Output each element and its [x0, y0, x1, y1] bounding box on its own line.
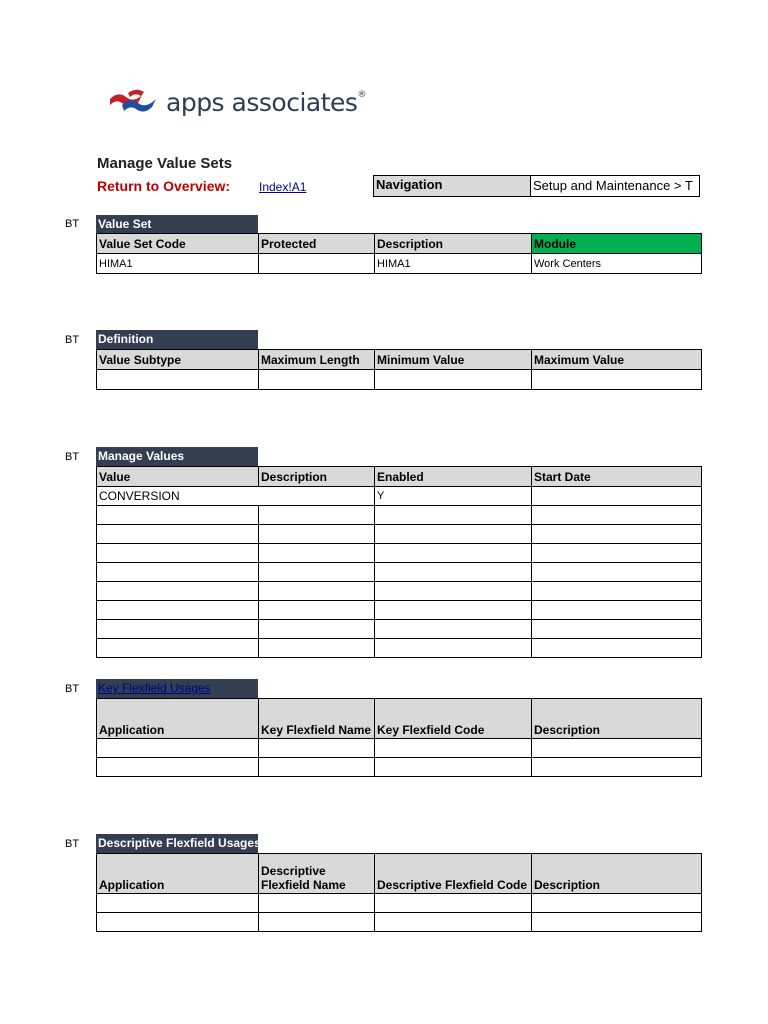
- return-label: Return to Overview:: [97, 178, 231, 194]
- table-cell[interactable]: [97, 506, 259, 525]
- table-cell[interactable]: [97, 758, 259, 777]
- definition-table: [96, 349, 702, 390]
- table-cell[interactable]: [532, 487, 702, 506]
- column-header: Descriptive Flexfield Name: [259, 854, 375, 894]
- table-cell[interactable]: [259, 525, 375, 544]
- table-cell[interactable]: [375, 563, 532, 582]
- table-cell[interactable]: [97, 582, 259, 601]
- table-cell[interactable]: [375, 582, 532, 601]
- table-row: [97, 739, 702, 758]
- manage-values-table: [96, 466, 702, 658]
- table-cell[interactable]: [532, 370, 702, 390]
- logo-flag-icon: [108, 87, 160, 117]
- key-flexfield-header[interactable]: [96, 679, 258, 698]
- table-row: [97, 601, 702, 620]
- bt-marker: BT: [65, 838, 80, 850]
- table-cell[interactable]: [259, 601, 375, 620]
- table-cell[interactable]: [532, 913, 702, 932]
- logo-text: apps associates®: [166, 87, 366, 117]
- table-cell[interactable]: [375, 370, 532, 390]
- table-row: [97, 758, 702, 777]
- column-header: Maximum Length: [259, 350, 375, 370]
- table-cell[interactable]: [97, 601, 259, 620]
- table-cell[interactable]: [375, 894, 532, 913]
- table-cell[interactable]: [97, 525, 259, 544]
- table-row: [97, 370, 702, 390]
- bt-marker: BT: [65, 683, 80, 695]
- table-cell[interactable]: CONVERSION: [97, 487, 375, 506]
- table-cell[interactable]: HIMA1: [375, 254, 532, 274]
- table-cell[interactable]: [97, 913, 259, 932]
- column-header: Application: [97, 854, 259, 894]
- table-cell[interactable]: [97, 620, 259, 639]
- column-header: Application: [97, 699, 259, 739]
- table-cell[interactable]: [259, 563, 375, 582]
- table-cell[interactable]: [532, 620, 702, 639]
- key-flexfield-link[interactable]: Key Flexfield Usages: [98, 681, 211, 695]
- bt-marker: BT: [65, 334, 80, 346]
- table-cell[interactable]: [97, 639, 259, 658]
- table-cell[interactable]: [97, 739, 259, 758]
- table-cell[interactable]: [375, 913, 532, 932]
- table-cell[interactable]: Work Centers: [532, 254, 702, 274]
- column-header: Key Flexfield Code: [375, 699, 532, 739]
- table-cell[interactable]: [259, 254, 375, 274]
- table-cell[interactable]: [259, 894, 375, 913]
- table-cell[interactable]: [532, 563, 702, 582]
- table-cell[interactable]: [532, 639, 702, 658]
- table-cell[interactable]: [532, 544, 702, 563]
- table-cell[interactable]: [532, 525, 702, 544]
- table-row: [97, 544, 702, 563]
- table-cell[interactable]: [259, 639, 375, 658]
- table-cell[interactable]: [97, 544, 259, 563]
- value-set-header: Value Set: [96, 215, 258, 234]
- column-header: Description: [259, 467, 375, 487]
- table-cell[interactable]: [375, 544, 532, 563]
- table-row: [97, 894, 702, 913]
- table-cell[interactable]: [97, 370, 259, 390]
- column-header: Start Date: [532, 467, 702, 487]
- definition-header: Definition: [96, 330, 258, 349]
- table-cell[interactable]: [259, 739, 375, 758]
- table-cell[interactable]: [375, 506, 532, 525]
- column-header: Value Subtype: [97, 350, 259, 370]
- table-cell[interactable]: [375, 758, 532, 777]
- descriptive-flexfield-table: [96, 853, 702, 932]
- column-header: Minimum Value: [375, 350, 532, 370]
- table-cell[interactable]: [259, 582, 375, 601]
- module-column-header: Module: [532, 234, 702, 254]
- manage-values-header: Manage Values: [96, 447, 258, 466]
- bt-marker: BT: [65, 451, 80, 463]
- column-header: Description: [375, 234, 532, 254]
- table-row: [97, 525, 702, 544]
- company-logo: [108, 84, 366, 120]
- column-header: Description: [532, 854, 702, 894]
- table-cell[interactable]: [532, 758, 702, 777]
- column-header: Maximum Value: [532, 350, 702, 370]
- table-row: [97, 639, 702, 658]
- key-flexfield-table: [96, 698, 702, 777]
- table-row: [97, 506, 702, 525]
- table-row: [97, 913, 702, 932]
- table-cell[interactable]: Y: [375, 487, 532, 506]
- table-cell[interactable]: [259, 913, 375, 932]
- table-cell[interactable]: [259, 506, 375, 525]
- column-header: Value Set Code: [97, 234, 259, 254]
- table-cell[interactable]: [259, 544, 375, 563]
- table-cell[interactable]: [97, 563, 259, 582]
- table-cell[interactable]: [259, 758, 375, 777]
- table-cell[interactable]: [532, 894, 702, 913]
- table-cell[interactable]: [375, 620, 532, 639]
- table-cell[interactable]: [532, 506, 702, 525]
- table-cell[interactable]: [259, 620, 375, 639]
- table-row: [97, 254, 702, 274]
- table-cell[interactable]: [259, 370, 375, 390]
- table-cell[interactable]: [532, 582, 702, 601]
- bt-marker: BT: [65, 218, 80, 230]
- table-cell[interactable]: [375, 525, 532, 544]
- table-cell[interactable]: [532, 601, 702, 620]
- descriptive-flexfield-header: Descriptive Flexfield Usages: [96, 834, 258, 853]
- page-title: Manage Value Sets: [97, 155, 233, 172]
- table-cell[interactable]: [97, 894, 259, 913]
- index-link[interactable]: Index!A1: [259, 180, 307, 194]
- table-row: [97, 487, 702, 506]
- navigation-label: Navigation: [373, 175, 531, 197]
- column-header: Value: [97, 467, 259, 487]
- table-cell[interactable]: [375, 601, 532, 620]
- table-row: [97, 620, 702, 639]
- table-cell[interactable]: [375, 639, 532, 658]
- table-row: [97, 563, 702, 582]
- table-cell[interactable]: HIMA1: [97, 254, 259, 274]
- column-header: Descriptive Flexfield Code: [375, 854, 532, 894]
- column-header: Enabled: [375, 467, 532, 487]
- navigation-value: Setup and Maintenance > T: [531, 175, 700, 197]
- table-cell[interactable]: [532, 739, 702, 758]
- table-row: [97, 582, 702, 601]
- table-cell[interactable]: [375, 739, 532, 758]
- value-set-table: [96, 233, 702, 274]
- column-header: Description: [532, 699, 702, 739]
- column-header: Protected: [259, 234, 375, 254]
- column-header: Key Flexfield Name: [259, 699, 375, 739]
